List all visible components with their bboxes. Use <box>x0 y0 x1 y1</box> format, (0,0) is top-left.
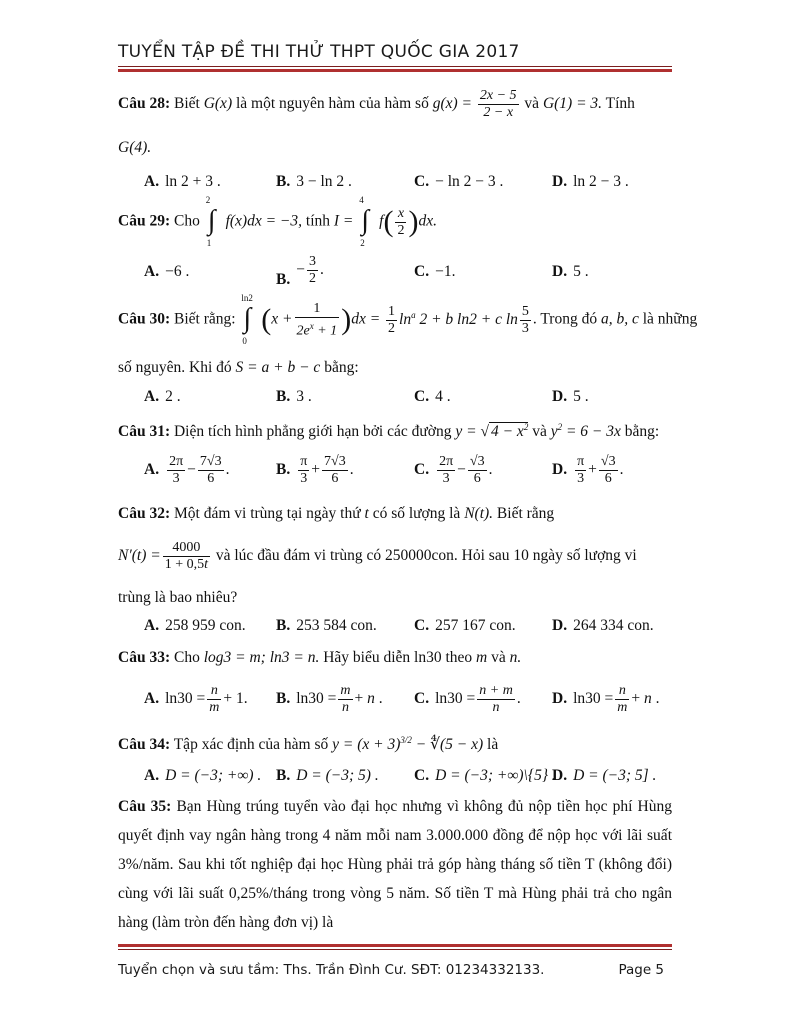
option-b: B. D = (−3; 5) . <box>276 767 379 784</box>
header-rule-thin <box>118 66 672 67</box>
option-d: D. 5 . <box>552 263 589 280</box>
option-d: D. ln 2 − 3 . <box>552 173 629 190</box>
option-a: A. 258 959 con. <box>144 617 246 634</box>
footer-credit: Tuyển chọn và sưu tầm: Ths. Trần Đình Cư. SĐT: 01234332133. <box>118 962 545 978</box>
question-33: Câu 33: Cho log3 = m; ln3 = n. Hãy biểu diễn ln30 theo m và n. <box>118 649 522 666</box>
integral-sign: ln2 ∫ 0 <box>241 293 253 346</box>
integral-sign: 4 ∫ 2 <box>359 195 369 248</box>
option-c: C. 257 167 con. <box>414 617 516 634</box>
question-label: Câu 28: <box>118 95 171 113</box>
header-rule-thick <box>118 69 672 72</box>
footer-rule-thin <box>118 949 672 950</box>
option-a: A. $\frac{2\pi}{3}$ − $\frac{7√3}{6}$ . <box>144 454 230 486</box>
option-b: B. 3 . <box>276 388 312 405</box>
option-b: B. $\frac{\pi}{3}$ + $\frac{7√3}{6}$ . <box>276 454 354 486</box>
option-a: A. ln 2 + 3 . <box>144 173 221 190</box>
question-28-line2: G(4). <box>118 139 152 156</box>
question-32: Câu 32: Một đám vi trùng tại ngày thứ t có số lượng là N(t). Biết rằng <box>118 505 555 522</box>
option-c: C. −1. <box>414 263 456 280</box>
option-b: B.− $\frac{3}{2}$ . <box>276 254 324 289</box>
option-c: C. − ln 2 − 3 . <box>414 173 504 190</box>
question-30: Câu 30: Biết rằng: ln2 ∫ 0 (x + $\frac{1}{2e^x + 1}$ )dx = $\frac{1}{2}$ $\ln^a 2 + b$ ln2 + c ln $\frac{5}{3}$ . Trong đó a, b, c là những <box>118 293 698 346</box>
option-c: C. D = (−3; +∞)\{5} . <box>414 767 556 784</box>
option-c: C. 4 . <box>414 388 451 405</box>
option-a: A. ln30 = $\frac{n}{m}$ + 1. <box>144 683 248 715</box>
integral-sign: 2 ∫ 1 <box>205 195 216 248</box>
option-d: D. $\frac{\pi}{3}$ + $\frac{√3}{6}$ . <box>552 454 624 486</box>
question-34: Câu 34: Tập xác định của hàm số $y = (x + 3)^{3/2}$ − ∜(5 − x) là <box>118 735 499 754</box>
option-d: D. ln30 = $\frac{n}{m}$ + n . <box>552 683 660 715</box>
option-d: D. D = (−3; 5] . <box>552 767 657 784</box>
question-32-line3: trùng là bao nhiêu? <box>118 589 238 606</box>
option-a: A. −6 . <box>144 263 190 280</box>
footer-rule-thick <box>118 944 672 947</box>
page-number: Page 5 <box>618 962 664 978</box>
option-d: D. 264 334 con. <box>552 617 654 634</box>
option-b: B. 3 − ln 2 . <box>276 173 352 190</box>
option-d: D. 5 . <box>552 388 589 405</box>
question-35: Câu 35: Bạn Hùng trúng tuyển vào đại học nhưng vì không đủ nộp tiền học phí Hùng quyết định vay ngân hàng trong 4 năm mỗi nam 3.000.000 đồng để nộp học với lãi suất 3%/năm. Sau khi tốt nghiệp đại học Hùng phải trả góp hàng tháng số tiền T (không đổi) cùng với lãi suất 0,25%/tháng trong vòng 5 năm. Số tiền T mà Hùng phải trả cho ngân hàng (làm tròn đến hàng đơn vị) là <box>118 798 673 931</box>
option-a: A. D = (−3; +∞) . <box>144 767 262 784</box>
header-title: TUYỂN TẬP ĐỀ THI THỬ THPT QUỐC GIA 2017 <box>118 42 520 62</box>
question-29: Câu 29: Cho 2 ∫ 1 f(x)dx = −3, tính I = 4 ∫ 2 f( $\frac{x}{2}$ )dx. <box>118 195 437 248</box>
question-30-line2: số nguyên. Khi đó S = a + b − c bằng: <box>118 359 359 376</box>
question-28: Câu 28: Biết G(x) là một nguyên hàm của hàm số g(x) = $\frac{2x - 5}{2 - x}$ và G(1) = 3. Tính <box>118 88 635 120</box>
option-b: B. ln30 = $\frac{m}{n}$ + n . <box>276 683 383 715</box>
fraction: $\frac{2x - 5}{2 - x}$ <box>479 88 517 120</box>
option-a: A. 2 . <box>144 388 181 405</box>
option-c: C. $\frac{2\pi}{3}$ − $\frac{√3}{6}$ . <box>414 454 493 486</box>
question-32-line2: N′(t) = $\frac{4000}{1 + 0,5t}$ và lúc đầu đám vi trùng có 250000con. Hỏi sau 10 ngày số lượng vi <box>118 540 637 572</box>
option-b: B. 253 584 con. <box>276 617 377 634</box>
question-31: Câu 31: Diện tích hình phẳng giới hạn bởi các đường y = √ $4 - x^2$ và $y^2 = 6 - 3x$ bằng: <box>118 422 660 441</box>
option-c: C. ln30 = $\frac{n + m}{n}$ . <box>414 683 521 715</box>
